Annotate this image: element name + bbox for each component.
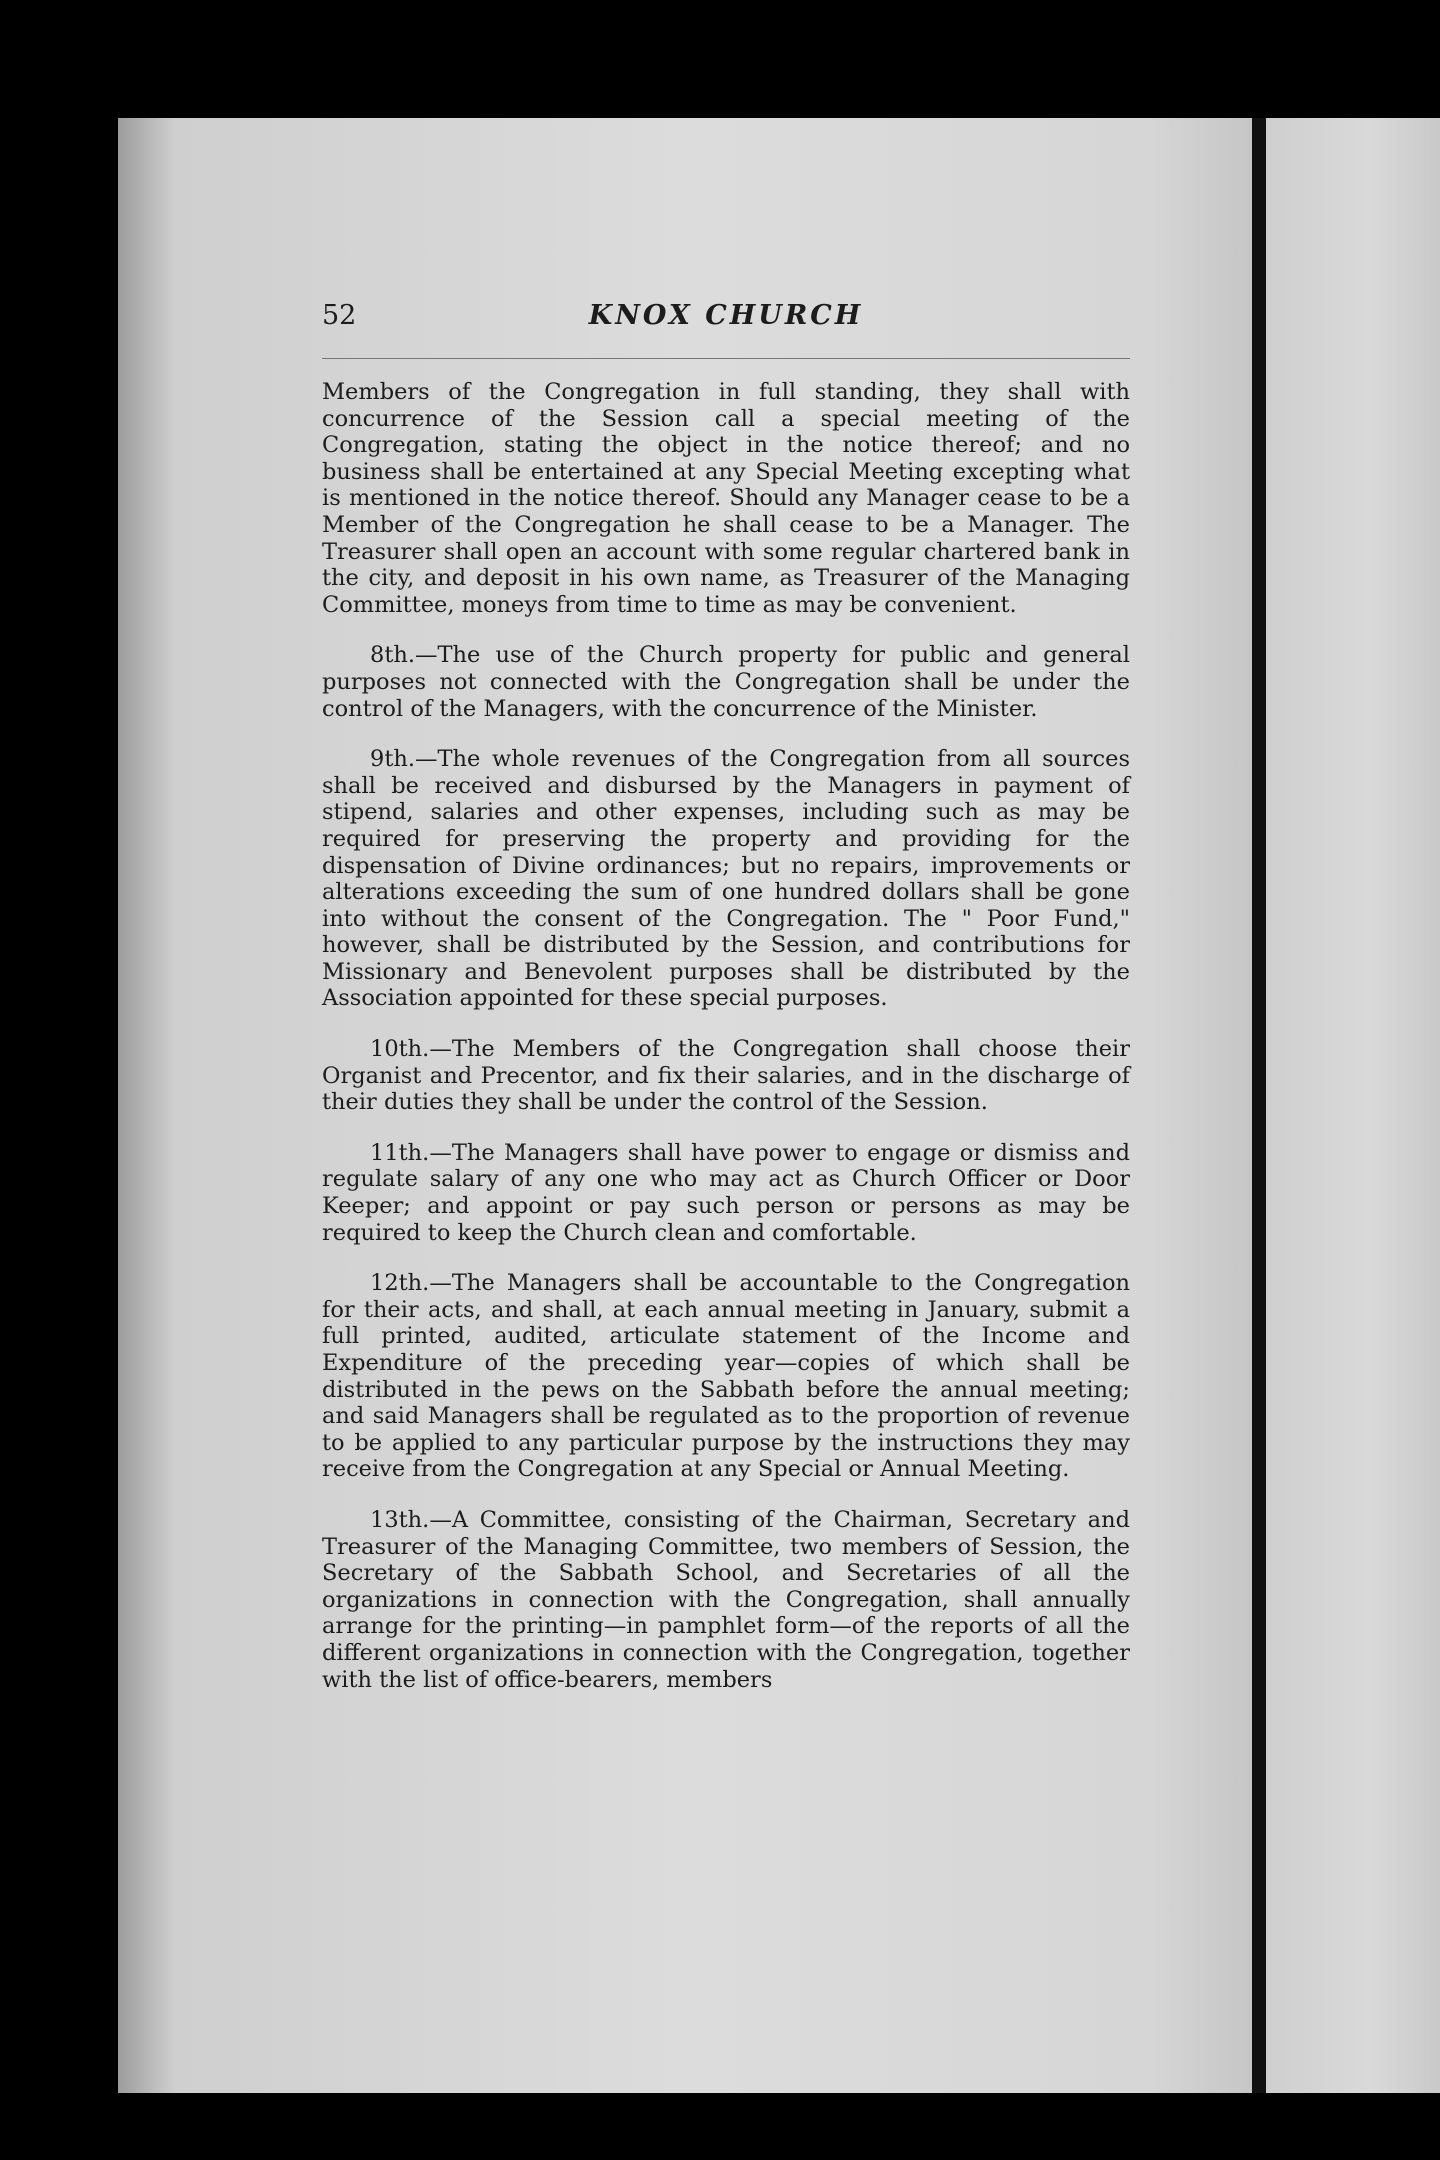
page-text-block: [322, 300, 1130, 1717]
paragraph-9th: 9th.—The whole revenues of the Congregation from all sources shall be received and disbursed by the Managers in payment of stipend, salaries and other expenses, including such as may be required for preserving the property and providing for the dispensation of Divine ordinances; but no repairs, improvements or alterations exceeding the sum of one hundred dollars shall be gone into without the consent of the Congregation. The " Poor Fund," however, shall be distributed by the Session, and contributions for Missionary and Benevolent purposes shall be distributed by the Association appointed for these special purposes.: [322, 746, 1130, 1012]
book-gutter: [1252, 118, 1266, 2093]
paragraph-11th: 11th.—The Managers shall have power to engage or dismiss and regulate salary of any one who may act as Church Officer or Door Keeper; and appoint or pay such person or persons as may be required to keep the Church clean and comfortable.: [322, 1139, 1130, 1246]
paragraph-12th: 12th.—The Managers shall be accountable to the Congregation for their acts, and shall, at each annual meeting in January, submit a full printed, audited, articulate statement of the Income and Expenditure of the preceding year—copies of which shall be distributed in the pews on the Sabbath before the annual meeting; and said Managers shall be regulated as to the proportion of revenue to be applied to any particular purpose by the instructions they may receive from the Congregation at any Special or Annual Meeting.: [322, 1270, 1130, 1483]
paragraph-continuation: Members of the Congregation in full standing, they shall with concurrence of the Session call a special meeting of the Congregation, stating the object in the notice thereof; and no business shall be entertained at any Special Meeting excepting what is mentioned in the notice thereof. Should any Manager cease to be a Member of the Congregation he shall cease to be a Manager. The Treasurer shall open an account with some regular chartered bank in the city, and deposit in his own name, as Treasurer of the Managing Committee, moneys from time to time as may be convenient.: [322, 379, 1130, 618]
paragraph-10th: 10th.—The Members of the Congregation shall choose their Organist and Precentor, and fix their salaries, and in the discharge of their duties they shall be under the control of the Session.: [322, 1036, 1130, 1116]
header-rule: [322, 358, 1130, 359]
running-head: [322, 300, 1130, 340]
page-number: 52: [322, 300, 357, 331]
running-title: KNOX CHURCH: [588, 300, 864, 331]
paragraph-8th: 8th.—The use of the Church property for public and general purposes not connected with the Congregation shall be under the control of the Managers, with the concurrence of the Minister.: [322, 642, 1130, 722]
paragraph-13th: 13th.—A Committee, consisting of the Chairman, Secretary and Treasurer of the Managing Committee, two members of Session, the Secretary of the Sabbath School, and Secretaries of all the organizations in connection with the Congregation, shall annually arrange for the printing—in pamphlet form—of the reports of all the different organizations in connection with the Congregation, together with the list of office-bearers, members: [322, 1506, 1130, 1693]
right-page-edge: [1266, 118, 1440, 2093]
